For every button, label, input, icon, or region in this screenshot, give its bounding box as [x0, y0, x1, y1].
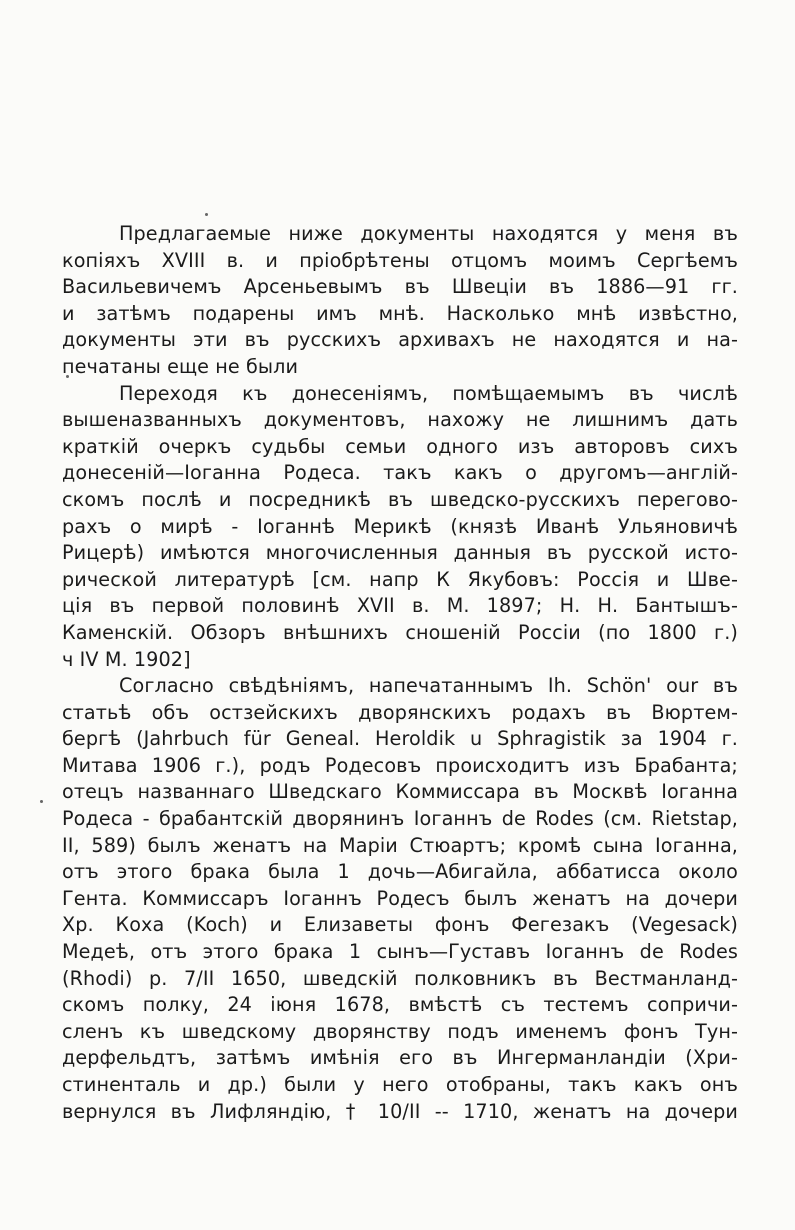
ink-speck — [40, 800, 43, 803]
text-line: вышеназванныхъ документовъ, нахожу не лишнимъ дать — [62, 408, 738, 432]
text-line: рической литературѣ [см. напр К Якубовъ: Россія и Шве- — [62, 567, 738, 591]
text-line: скомъ послѣ и посредникѣ въ шведско-русскихъ перегово- — [62, 487, 738, 511]
text-line: копіяхъ XVIII в. и пріобрѣтены отцомъ моимъ Сергѣемъ — [62, 248, 738, 272]
text-line: Родеса - брабантскій дворянинъ Іоганнъ de Rodes (см. Rietstap, — [62, 807, 738, 831]
text-line: (Rhodi) р. 7/II 1650, шведскій полковникъ въ Вестманланд- — [62, 966, 738, 990]
text-line: Переходя къ донесеніямъ, помѣщаемымъ въ числѣ — [119, 381, 738, 405]
text-line: Митава 1906 г.), родъ Родесовъ происходитъ изъ Брабанта; — [62, 753, 738, 777]
text-line: Гента. Коммиссаръ Іоганнъ Родесъ былъ женатъ на дочери — [62, 886, 738, 910]
text-line: краткій очеркъ судьбы семьи одного изъ авторовъ сихъ — [62, 434, 738, 458]
text-line: вернулся въ Лифляндію, † 10/II -- 1710, женатъ на дочери — [62, 1099, 738, 1123]
ink-speck — [205, 213, 208, 216]
text-line: отъ этого брака была 1 дочь—Абигайла, аббатисса около — [62, 860, 738, 884]
text-line: сленъ къ шведскому дворянству подъ именемъ фонъ Тун- — [62, 1019, 738, 1043]
text-line: Рицерѣ) имѣются многочисленныя данныя въ русской исто- — [62, 541, 738, 565]
text-line: ч IV М. 1902] — [62, 647, 191, 671]
text-line: II, 589) былъ женатъ на Маріи Стюартъ; кромѣ сына Іоганна, — [62, 833, 738, 857]
text-line: Предлагаемые ниже документы находятся у меня въ — [119, 222, 738, 245]
text-line: Хр. Коха (Koch) и Елизаветы фонъ Фегезакъ (Vegesack) — [62, 913, 738, 937]
text-line: дерфельдтъ, затѣмъ имѣнія его въ Ингерманландіи (Хри- — [62, 1046, 738, 1070]
text-line: Согласно свѣдѣніямъ, напечатаннымъ Ih. Schön' our въ — [119, 674, 738, 698]
text-line: Каменскій. Обзоръ внѣшнихъ сношеній Россіи (по 1800 г.) — [62, 620, 738, 644]
text-line: отецъ названнаго Шведскаго Коммиссара въ Москвѣ Іоганна — [62, 780, 738, 804]
text-line: документы эти въ русскихъ архивахъ не находятся и на- — [62, 328, 738, 352]
text-line: скомъ полку, 24 іюня 1678, вмѣстѣ съ тестемъ сопричи- — [62, 993, 738, 1017]
text-line: стиненталь и др.) были у него отобраны, такъ какъ онъ — [62, 1073, 738, 1096]
text-line: ція въ первой половинѣ XVII в. М. 1897; Н. Н. Бантышъ- — [62, 594, 738, 618]
paragraph-3 — [62, 673, 738, 1125]
document-body — [62, 221, 738, 1125]
paragraph-1 — [62, 221, 738, 381]
text-line: бергѣ (Jahrbuch für Geneal. Heroldik u Sphragistik за 1904 г. — [62, 727, 738, 751]
text-line: донесеній—Іоганна Родеса. такъ какъ о другомъ—англій- — [62, 461, 738, 485]
text-line: рахъ о мирѣ - Іоганнѣ Мерикѣ (князѣ Иванѣ Ульяновичѣ — [62, 514, 738, 538]
text-line: и затѣмъ подарены имъ мнѣ. Насколько мнѣ извѣстно, — [62, 301, 738, 325]
text-line: Медеѣ, отъ этого брака 1 сынъ—Густавъ Іоганнъ de Rodes — [62, 940, 738, 964]
text-line: печатаны еще не были — [62, 354, 299, 378]
paragraph-2 — [62, 381, 738, 674]
text-line: статьѣ объ остзейскихъ дворянскихъ родахъ въ Вюртем- — [62, 700, 738, 724]
text-line: Васильевичемъ Арсеньевымъ въ Швеціи въ 1886—91 гг. — [62, 275, 738, 299]
